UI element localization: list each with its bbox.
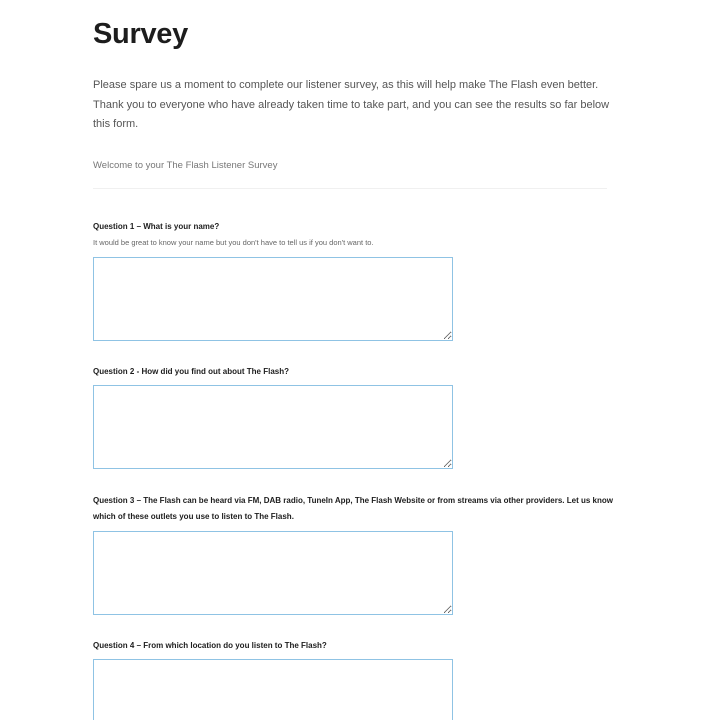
question-1-description: It would be great to know your name but you don't have to tell us if you don't want to.: [93, 238, 374, 247]
divider: [93, 188, 607, 189]
question-2-label: Question 2 - How did you find out about The Flash?: [93, 367, 289, 376]
survey-welcome: Welcome to your The Flash Listener Survey: [93, 160, 278, 171]
question-4-answer[interactable]: [93, 659, 453, 720]
question-2-answer[interactable]: [93, 385, 453, 469]
question-1-answer[interactable]: [93, 257, 453, 341]
survey-intro: Please spare us a moment to complete our listener survey, as this will help make The Flash even better. Thank you to everyone who have already taken time to take part, and you can see the results so far below this form.: [93, 79, 610, 130]
question-3-answer[interactable]: [93, 531, 453, 615]
question-3-label: Question 3 – The Flash can be heard via FM, DAB radio, TuneIn App, The Flash Website or from streams via other providers. Let us know which of these outlets you use to listen to The Flash.: [93, 496, 613, 521]
page-title: Survey: [93, 18, 188, 50]
question-1-label: Question 1 – What is your name?: [93, 222, 220, 231]
question-4-label: Question 4 – From which location do you listen to The Flash?: [93, 641, 327, 650]
